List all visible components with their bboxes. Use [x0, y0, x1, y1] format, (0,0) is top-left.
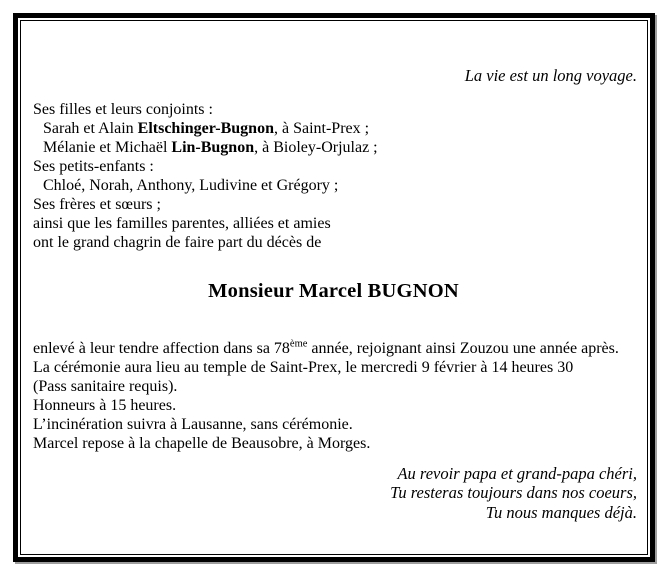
- family-line-announcement: ont le grand chagrin de faire part du décès de: [33, 234, 322, 251]
- family-name-lin-bugnon: Lin-Bugnon: [171, 139, 255, 156]
- details-line-chapel: Marcel repose à la chapelle de Beausobre, à Morges.: [33, 435, 371, 452]
- details-age-post: année, rejoignant ainsi Zouzou une année après.: [307, 340, 619, 357]
- farewell-line-1: Au revoir papa et grand-papa chéri,: [397, 464, 637, 483]
- family-line-melanie-post: , à Bioley-Orjulaz ;: [254, 139, 378, 156]
- family-line-sarah: [33, 119, 378, 138]
- family-line-sarah-post: , à Saint-Prex ;: [273, 120, 370, 137]
- details-age-pre: enlevé à leur tendre affection dans sa 78: [33, 340, 290, 357]
- family-block: [33, 100, 378, 252]
- family-name-eltschinger-bugnon: Eltschinger-Bugnon: [137, 120, 274, 137]
- family-line-siblings: Ses frères et sœurs ;: [33, 196, 161, 213]
- ordinal-suffix: ème: [289, 338, 308, 350]
- details-line-ceremony: La cérémonie aura lieu au temple de Saint-Prex, le mercredi 9 février à 14 heures 30: [33, 359, 574, 376]
- details-line-honors: Honneurs à 15 heures.: [33, 397, 177, 414]
- deceased-name-title: Monsieur Marcel BUGNON: [208, 280, 459, 302]
- farewell-block: [390, 464, 637, 522]
- epigraph-quote: La vie est un long voyage.: [464, 66, 637, 85]
- family-intro-grandchildren: Ses petits-enfants :: [33, 158, 154, 175]
- farewell-line-3: Tu nous manques déjà.: [485, 502, 637, 522]
- farewell-line-2: Tu resteras toujours dans nos coeurs,: [390, 483, 637, 503]
- family-line-grandchildren: Chloé, Norah, Anthony, Ludivine et Grégory ;: [43, 177, 339, 194]
- details-line-age: [33, 339, 619, 358]
- family-intro-daughters: Ses filles et leurs conjoints :: [33, 101, 213, 118]
- details-block: [33, 339, 619, 453]
- family-line-melanie-pre: Mélanie et Michaël: [43, 139, 172, 156]
- family-line-relatives: ainsi que les familles parentes, alliées et amies: [33, 215, 331, 232]
- family-line-sarah-pre: Sarah et Alain: [43, 120, 138, 137]
- details-line-pass: (Pass sanitaire requis).: [33, 378, 178, 395]
- details-line-cremation: L’incinération suivra à Lausanne, sans cérémonie.: [33, 416, 353, 433]
- family-line-melanie: [33, 138, 378, 157]
